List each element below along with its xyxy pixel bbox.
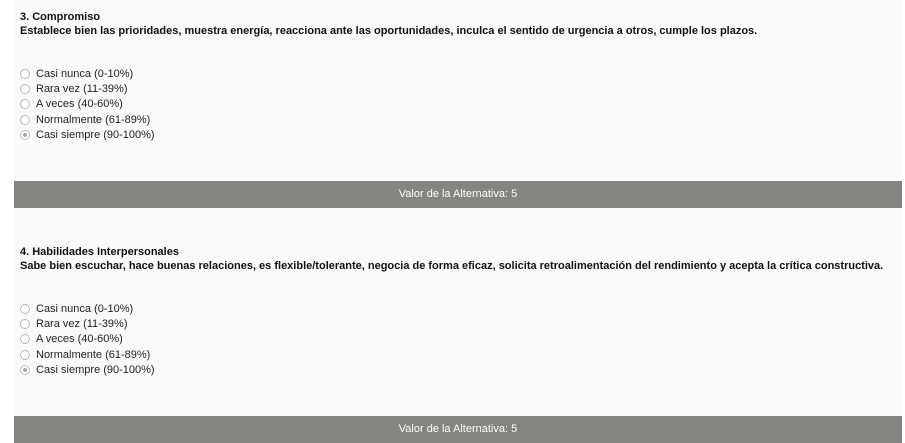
question-title: 3. Compromiso — [20, 11, 101, 23]
option-label: Casi siempre (90-100%) — [36, 363, 155, 376]
evaluation-form — [14, 0, 902, 443]
option-normalmente[interactable] — [20, 347, 896, 362]
option-label: Rara vez (11-39%) — [36, 82, 128, 95]
radio-button[interactable] — [20, 69, 30, 79]
option-casi-nunca[interactable] — [20, 301, 896, 316]
option-label: A veces (40-60%) — [36, 333, 123, 346]
option-label: A veces (40-60%) — [36, 98, 123, 111]
option-normalmente[interactable] — [20, 112, 896, 127]
radio-button[interactable] — [20, 350, 30, 360]
option-rara-vez[interactable] — [20, 316, 896, 331]
question-habilidades-interpersonales — [20, 245, 896, 377]
radio-button[interactable] — [20, 334, 30, 344]
alternative-value-bar: Valor de la Alternativa: 5 — [14, 181, 902, 208]
option-a-veces[interactable] — [20, 97, 896, 112]
question-description: Sabe bien escuchar, hace buenas relaciones, es flexible/tolerante, negocia de forma eficaz, solicita retroalimentación del rendimiento y acepta la crítica constructiva. — [20, 260, 884, 272]
radio-button[interactable] — [20, 304, 30, 314]
question-description: Establece bien las prioridades, muestra energía, reacciona ante las oportunidades, inculca el sentido de urgencia a otros, cumple los plazos. — [20, 25, 758, 37]
option-label: Rara vez (11-39%) — [36, 317, 128, 330]
option-label: Casi nunca (0-10%) — [36, 67, 134, 80]
radio-button[interactable] — [20, 319, 30, 329]
option-casi-siempre[interactable] — [20, 362, 896, 377]
option-casi-siempre[interactable] — [20, 127, 896, 142]
radio-button[interactable] — [20, 84, 30, 94]
option-label: Casi siempre (90-100%) — [36, 128, 155, 141]
question-compromiso — [20, 10, 896, 142]
option-a-veces[interactable] — [20, 332, 896, 347]
option-label: Normalmente (61-89%) — [36, 113, 151, 126]
radio-group — [20, 66, 896, 142]
option-casi-nunca[interactable] — [20, 66, 896, 81]
question-title: 4. Habilidades Interpersonales — [20, 246, 179, 258]
radio-button-selected[interactable] — [20, 130, 30, 140]
radio-button[interactable] — [20, 115, 30, 125]
option-rara-vez[interactable] — [20, 81, 896, 96]
alternative-value-bar: Valor de la Alternativa: 5 — [14, 416, 902, 443]
radio-button-selected[interactable] — [20, 365, 30, 375]
option-label: Casi nunca (0-10%) — [36, 302, 134, 315]
radio-button[interactable] — [20, 99, 30, 109]
radio-group — [20, 301, 896, 377]
option-label: Normalmente (61-89%) — [36, 348, 151, 361]
